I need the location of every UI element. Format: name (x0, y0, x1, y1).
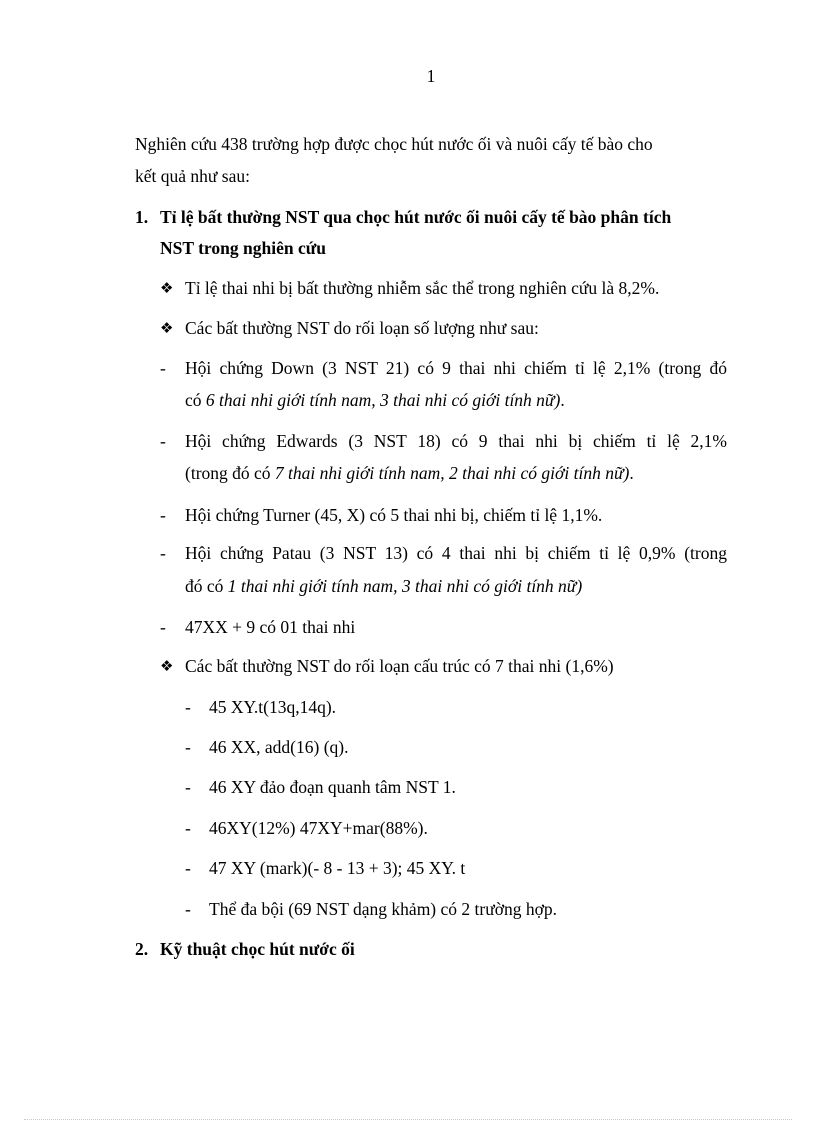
structural-item: 46XY(12%) 47XY+mar(88%). (209, 818, 428, 838)
edwards-syndrome-suffix: . (629, 463, 634, 483)
edwards-syndrome-gender-detail: 7 thai nhi giới tính nam, 2 thai nhi có giới tính nữ) (274, 463, 630, 483)
structural-item: 46 XY đảo đoạn quanh tâm NST 1. (209, 777, 456, 797)
patau-syndrome-prefix: đó có (185, 576, 228, 596)
down-syndrome-gender-detail: 6 thai nhi giới tính nam, 3 thai nhi có giới tính nữ) (205, 390, 561, 410)
turner-syndrome: Hội chứng Turner (45, X) có 5 thai nhi bị, chiếm tỉ lệ 1,1%. (185, 505, 603, 525)
intro-line-1: Nghiên cứu 438 trường hợp được chọc hút nước ối và nuôi cấy tế bào cho (135, 134, 653, 154)
section-1-title-line-1: Tỉ lệ bất thường NST qua chọc hút nước ối nuôi cấy tế bào phân tích (160, 207, 672, 227)
down-syndrome-line-2 (185, 390, 565, 410)
edwards-syndrome-prefix: (trong đó có (185, 463, 275, 483)
section-2-title: Kỹ thuật chọc hút nước ối (160, 939, 355, 959)
dash-marker: - (160, 543, 166, 563)
bullet-diamond-icon: ❖ (160, 657, 174, 675)
down-syndrome-suffix: . (560, 390, 565, 410)
dash-marker: - (160, 431, 166, 451)
patau-syndrome-gender-detail: 1 thai nhi giới tính nam, 3 thai nhi có giới tính nữ) (227, 576, 583, 596)
dash-marker: - (185, 777, 191, 797)
structural-item: 45 XY.t(13q,14q). (209, 697, 337, 717)
down-syndrome-prefix: có (185, 390, 206, 410)
dash-marker: - (160, 617, 166, 637)
structural-item: Thể đa bội (69 NST dạng khảm) có 2 trường hợp. (209, 899, 557, 919)
bullet-diamond-icon: ❖ (160, 319, 174, 337)
patau-syndrome-line-2 (185, 576, 582, 596)
bullet-abnormal-rate: Tỉ lệ thai nhi bị bất thường nhiễm sắc thể trong nghiên cứu là 8,2%. (185, 278, 660, 298)
dash-marker: - (185, 818, 191, 838)
structural-item: 46 XX, add(16) (q). (209, 737, 349, 757)
down-syndrome-line-1: Hội chứng Down (3 NST 21) có 9 thai nhi chiếm tỉ lệ 2,1% (trong đó (185, 358, 727, 378)
trisomy-9-item: 47XX + 9 có 01 thai nhi (185, 617, 356, 637)
edwards-syndrome-line-2 (185, 463, 634, 483)
dash-marker: - (185, 899, 191, 919)
page-bottom-rule (24, 1119, 792, 1120)
patau-syndrome-line-1: Hội chứng Patau (3 NST 13) có 4 thai nhi bị chiếm tỉ lệ 0,9% (trong (185, 543, 727, 563)
bullet-diamond-icon: ❖ (160, 279, 174, 297)
bullet-numeric-abnormalities: Các bất thường NST do rối loạn số lượng như sau: (185, 318, 539, 338)
section-1-number: 1. (135, 207, 149, 227)
bullet-structural-abnormalities: Các bất thường NST do rối loạn cấu trúc có 7 thai nhi (1,6%) (185, 656, 614, 676)
dash-marker: - (160, 358, 166, 378)
page-number: 1 (426, 66, 436, 86)
dash-marker: - (160, 505, 166, 525)
intro-line-2: kết quả như sau: (135, 166, 250, 186)
dash-marker: - (185, 697, 191, 717)
section-1-title-line-2: NST trong nghiên cứu (160, 238, 326, 258)
dash-marker: - (185, 858, 191, 878)
edwards-syndrome-line-1: Hội chứng Edwards (3 NST 18) có 9 thai nhi bị chiếm tỉ lệ 2,1% (185, 431, 727, 451)
structural-item: 47 XY (mark)(- 8 - 13 + 3); 45 XY. t (209, 858, 466, 878)
section-2-number: 2. (135, 939, 149, 959)
dash-marker: - (185, 737, 191, 757)
